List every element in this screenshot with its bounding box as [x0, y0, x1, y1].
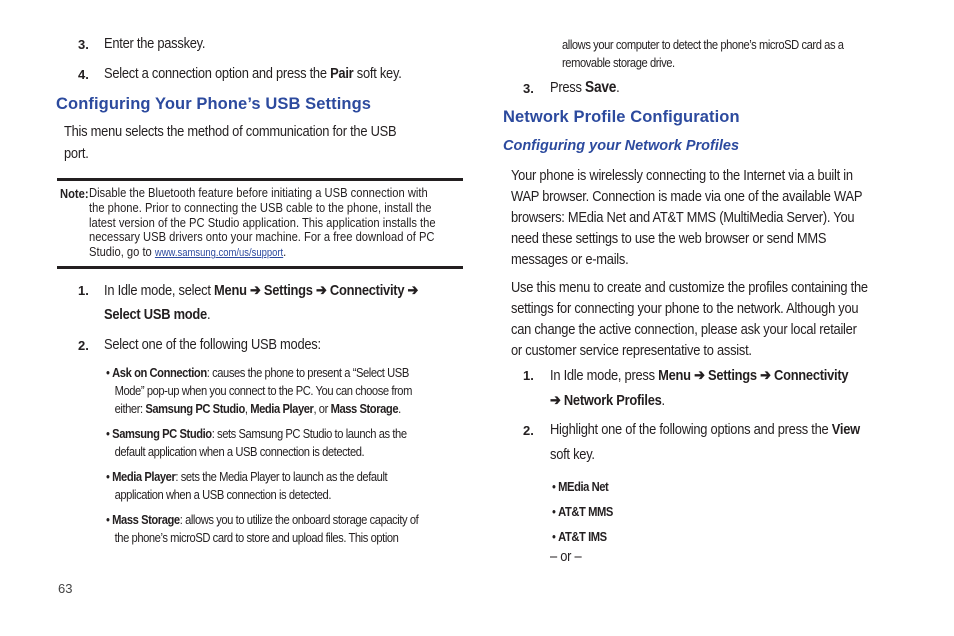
- network-step-1-number: 1.: [523, 368, 534, 383]
- select-usb-mode-label: Select USB mode: [104, 306, 207, 323]
- usb-step-1-line-1: In Idle mode, select Menu ➔ Settings ➔ Connectivity ➔: [104, 282, 419, 299]
- option-att-mms: • AT&T MMS: [552, 504, 613, 519]
- save-step-number: 3.: [523, 81, 534, 96]
- note-body: Disable the Bluetooth feature before initiating a USB connection with the phone. Prior to connecting the USB cable to the phone, install the latest version of the PC Studio application. This application installs the necessary USB drivers onto your machine. For a free download of PC Studio, go to www.samsung.com/us/support.: [89, 185, 436, 260]
- save-step-text: Press Save.: [550, 79, 620, 96]
- usb-settings-heading: Configuring Your Phone’s USB Settings: [56, 95, 372, 113]
- step-3-enter-passkey: 3.: [78, 37, 89, 52]
- option-media-net: • MEdia Net: [552, 479, 609, 494]
- view-softkey-label: View: [831, 421, 860, 438]
- network-step-2-number: 2.: [523, 423, 534, 438]
- save-label: Save: [585, 79, 617, 96]
- menu-path-usb: Menu ➔ Settings ➔ Connectivity ➔: [214, 282, 419, 299]
- usb-step-1-line-2: Select USB mode.: [104, 306, 211, 323]
- network-profiles-subheading: Configuring your Network Profiles: [503, 138, 740, 154]
- note-bottom-rule: [57, 266, 463, 269]
- note-label: Note:: [60, 186, 89, 201]
- network-options-list: [552, 474, 613, 549]
- or-separator: – or –: [550, 548, 582, 565]
- page-number: 63: [58, 581, 73, 596]
- network-step-1-line-1: In Idle mode, press Menu ➔ Settings ➔ Connectivity: [550, 367, 849, 384]
- network-profile-heading: Network Profile Configuration: [503, 108, 740, 126]
- pair-softkey-label: Pair: [330, 65, 354, 82]
- network-step-2-line-1: Highlight one of the following options and press the View: [550, 421, 860, 438]
- menu-path-network: Menu ➔ Settings ➔ Connectivity: [658, 367, 849, 384]
- usb-mode-samsung-pc-studio: • Samsung PC Studio: sets Samsung PC Studio to launch as the default application when a USB connection is detected.: [106, 426, 407, 459]
- note-top-rule: [57, 178, 463, 181]
- step-4-text: Select a connection option and press the Pair soft key.: [104, 65, 402, 82]
- option-att-ims: • AT&T IMS: [552, 529, 607, 544]
- mass-storage-continued: allows your computer to detect the phone’s microSD card as a removable storage drive.: [562, 37, 844, 70]
- samsung-support-link[interactable]: www.samsung.com/us/support: [154, 247, 284, 260]
- step-4-number: 4.: [78, 67, 89, 82]
- usb-step-1-number: 1.: [78, 283, 89, 298]
- usb-step-2-number: 2.: [78, 338, 89, 353]
- step-3-text: Enter the passkey.: [104, 35, 206, 52]
- usb-mode-media-player: • Media Player: sets the Media Player to launch as the default application when a USB connection is detected.: [106, 469, 388, 502]
- network-step-2-line-2: soft key.: [550, 446, 595, 463]
- usb-mode-mass-storage: • Mass Storage: allows you to utilize the onboard storage capacity of the phone’s microSD card to store and upload files. This option: [106, 512, 419, 545]
- network-para-1: Your phone is wirelessly connecting to the Internet via a built in WAP browser. Connection is made via one of the available WAP browsers: MEdia Net and AT&T MMS (MultiMedia Server). You need these settings to use the web browser or send MMS messages or e-mails.: [511, 167, 863, 268]
- network-step-1-line-2: ➔ Network Profiles.: [550, 392, 665, 409]
- usb-intro-line-2: port.: [64, 145, 89, 162]
- network-profiles-label: ➔ Network Profiles: [550, 392, 662, 409]
- network-para-2: Use this menu to create and customize the profiles containing the settings for connecting your phone to the network. Although you can change the active connection, please ask your local retailer or customer service representative to assist.: [511, 279, 868, 359]
- usb-mode-ask-on-connection: • Ask on Connection: causes the phone to present a “Select USB Mode” pop-up when you connect to the PC. You can choose from either: Samsung PC Studio, Media Player, or Mass Storage.: [106, 365, 412, 416]
- usb-intro-line-1: This menu selects the method of communication for the USB: [64, 123, 397, 140]
- usb-step-2-text: Select one of the following USB modes:: [104, 336, 321, 353]
